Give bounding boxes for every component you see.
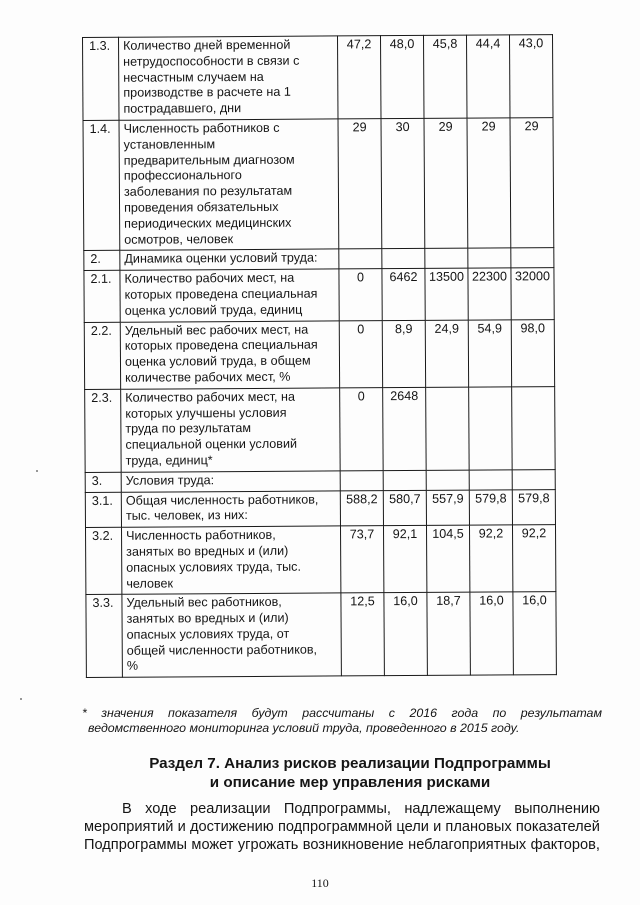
indicator-name-line: опасных условиях труда, тыс.: [126, 559, 301, 575]
value-cell: 18,7: [427, 592, 471, 675]
value-cell: [512, 386, 556, 469]
indicator-name-line: осмотров, человек: [124, 231, 234, 247]
word: показателя: [168, 706, 238, 720]
value-cell: 29: [510, 118, 554, 249]
value-cell: [426, 470, 469, 490]
value-cell: 29: [467, 118, 511, 249]
indicator-name-line: оценка условий труда, единиц: [124, 302, 303, 318]
row-number: 2.1.: [84, 270, 120, 322]
indicator-name: [121, 471, 340, 492]
indicator-name-line: установленным: [123, 136, 216, 152]
indicator-name-line: Удельный вес рабочих мест, на: [124, 322, 309, 338]
value-cell: 16,0: [384, 593, 428, 676]
row-number: 3.1.: [85, 492, 121, 528]
value-cell: 92,2: [469, 525, 512, 592]
value-cell: [383, 470, 426, 490]
word: плановых: [445, 819, 512, 835]
indicator-name-line: нетрудоспособности в связи с: [123, 53, 300, 69]
word: и: [433, 819, 442, 835]
value-cell: [512, 469, 555, 489]
value-cell: 29: [424, 118, 468, 249]
section-heading: [100, 754, 600, 792]
indicator-name-line: несчастным случаем на: [123, 69, 264, 85]
word: В: [122, 801, 132, 817]
table-row: [83, 35, 553, 121]
word: Подпрограммы,: [283, 801, 391, 817]
indicator-name: [119, 36, 339, 120]
word: года: [451, 706, 479, 720]
word: Подпрограммы: [84, 837, 188, 853]
indicator-name-line: труда по результатам: [125, 421, 252, 437]
word: может: [191, 837, 234, 853]
value-cell: [339, 249, 382, 269]
table-row: [83, 118, 554, 251]
value-cell: 98,0: [511, 319, 554, 386]
word: ходе: [145, 801, 177, 817]
value-cell: 0: [340, 387, 384, 470]
body-paragraph: [84, 800, 600, 854]
word: неблагоприятных: [408, 837, 527, 853]
indicator-name-line: профессионального: [123, 168, 242, 184]
value-cell: 0: [339, 320, 382, 387]
indicator-name-line: оценка условий труда, в общем: [124, 353, 311, 369]
indicator-name-line: периодических медицинских: [124, 215, 292, 231]
word: показателей: [515, 819, 600, 835]
indicator-name-line: Динамика оценки условий труда:: [124, 250, 318, 267]
indicator-name-line: человек: [126, 575, 174, 591]
indicator-name: [121, 526, 340, 595]
section-heading-line-2: и описание мер управления рисками: [209, 774, 491, 791]
value-cell: [469, 387, 513, 470]
indicator-name-line: предварительным диагнозом: [123, 152, 295, 168]
indicator-name: [120, 249, 339, 270]
paragraph-line-1: [84, 800, 600, 818]
word: с: [388, 706, 395, 720]
table-row: [85, 386, 555, 472]
indicator-name-line: Количество дней временной: [123, 37, 291, 53]
indicator-name-line: Удельный вес работников,: [126, 595, 282, 611]
word: мероприятий: [84, 819, 174, 835]
row-number: 2.: [84, 251, 120, 271]
value-cell: 0: [339, 269, 382, 321]
value-cell: 32000: [511, 268, 554, 320]
word: будут: [251, 706, 288, 720]
word: цели: [396, 819, 429, 835]
table-row: [84, 319, 554, 389]
page-number: 110: [311, 876, 329, 890]
word: угрожать: [237, 837, 299, 853]
value-cell: 16,0: [470, 592, 514, 675]
row-number: 3.3.: [86, 595, 123, 678]
value-cell: 588,2: [340, 490, 383, 526]
word: возникновение: [302, 837, 404, 853]
value-cell: 24,9: [425, 320, 468, 387]
row-number: 2.2.: [84, 322, 120, 389]
indicator-name-line: проведения обязательных: [124, 199, 279, 215]
word: результатам: [520, 706, 602, 720]
row-number: 3.: [85, 472, 121, 492]
indicator-name-line: Общая численность работников,: [125, 492, 319, 508]
word: подпрограммной: [277, 819, 393, 835]
value-cell: 43,0: [509, 35, 553, 118]
indicator-name: [120, 269, 339, 322]
word: и: [177, 819, 186, 835]
value-cell: [340, 470, 383, 490]
value-cell: 45,8: [423, 35, 467, 118]
value-cell: 29: [338, 119, 382, 250]
value-cell: 13500: [425, 268, 468, 320]
value-cell: 54,9: [468, 319, 511, 386]
indicator-name-line: пострадавшего, дни: [123, 101, 242, 116]
footnote-line-1: [82, 706, 602, 721]
value-cell: 8,9: [382, 320, 425, 387]
indicator-name: [121, 490, 340, 527]
indicator-name-line: Численность работников,: [126, 527, 276, 543]
value-cell: [469, 470, 512, 490]
row-number: 3.2.: [85, 527, 121, 594]
value-cell: 92,2: [512, 525, 555, 592]
value-cell: 44,4: [466, 35, 510, 118]
indicator-name-line: Количество рабочих мест, на: [125, 389, 296, 405]
row-number: 1.3.: [83, 37, 120, 120]
paragraph-line-3: [84, 836, 600, 854]
indicator-name-line: занятых во вредных и (или): [126, 610, 289, 626]
indicator-name-line: Условия труда:: [125, 472, 215, 488]
word: по: [492, 706, 507, 720]
indicator-name-line: Количество рабочих мест, на: [124, 270, 295, 286]
indicator-name-line: занятых во вредных и (или): [126, 543, 289, 559]
word: реализации: [190, 801, 271, 817]
value-cell: 579,8: [469, 489, 512, 525]
value-cell: 579,8: [512, 489, 555, 525]
value-cell: 48,0: [380, 35, 424, 118]
value-cell: 12,5: [341, 593, 385, 676]
value-cell: 47,2: [337, 36, 381, 119]
indicator-name-line: которых улучшены условия: [125, 405, 287, 421]
indicator-name-line: %: [126, 659, 139, 674]
value-cell: [511, 248, 554, 268]
footnote-line-2: ведомственного мониторинга условий труда, проведенного в 2015 году.: [88, 721, 520, 735]
indicators-table: [82, 34, 557, 678]
indicator-name-line: общей численности работников,: [126, 642, 318, 658]
indicator-name-line: которых проведена специальная: [124, 337, 318, 354]
indicator-name: [120, 320, 339, 389]
value-cell: [382, 249, 425, 269]
word: значения: [101, 706, 154, 720]
indicator-name-line: количестве рабочих мест, %: [125, 369, 291, 385]
indicator-name-line: труда, единиц*: [125, 453, 213, 468]
word: 2016: [409, 706, 438, 720]
value-cell: 16,0: [513, 592, 557, 675]
value-cell: [426, 387, 470, 470]
section-heading-line-1: Раздел 7. Анализ рисков реализации Подпрограммы: [149, 755, 551, 772]
table-row: [85, 489, 555, 527]
word: рассчитаны: [302, 706, 375, 720]
value-cell: 6462: [382, 269, 425, 321]
indicator-name-line: тыс. человек, из них:: [125, 508, 248, 524]
scan-speck: [20, 698, 22, 700]
indicator-name-line: которых проведена специальная: [124, 286, 318, 302]
indicator-name-line: специальной оценки условий: [125, 436, 298, 452]
row-number: 2.3.: [85, 389, 122, 472]
value-cell: 22300: [468, 268, 511, 320]
scan-speck: [36, 470, 38, 472]
word: *: [82, 706, 87, 720]
value-cell: [468, 248, 511, 268]
value-cell: 104,5: [426, 525, 469, 592]
table-row: [86, 592, 556, 678]
table-row: [84, 268, 554, 322]
value-cell: [425, 249, 468, 269]
indicator-name: [119, 119, 339, 251]
indicator-name-line: заболевания по результатам: [123, 183, 293, 199]
value-cell: 92,1: [383, 526, 426, 593]
paragraph-line-2: [84, 818, 600, 836]
indicator-name-line: производстве в расчете на 1: [123, 85, 291, 101]
value-cell: 73,7: [340, 526, 383, 593]
value-cell: 2648: [383, 387, 427, 470]
indicator-name-line: Численность работников с: [123, 120, 280, 136]
word: факторов,: [530, 837, 600, 853]
word: выполнению: [514, 801, 600, 817]
word: надлежащему: [404, 801, 501, 817]
indicator-name-line: опасных условиях труда, от: [126, 626, 290, 642]
word: достижению: [189, 819, 274, 835]
footnote: [82, 706, 602, 736]
value-cell: 30: [381, 118, 425, 249]
indicator-name: [122, 593, 342, 677]
value-cell: 580,7: [383, 490, 426, 526]
indicator-name: [121, 388, 341, 472]
row-number: 1.4.: [83, 120, 120, 251]
table-row: [85, 525, 555, 595]
value-cell: 557,9: [426, 490, 469, 526]
